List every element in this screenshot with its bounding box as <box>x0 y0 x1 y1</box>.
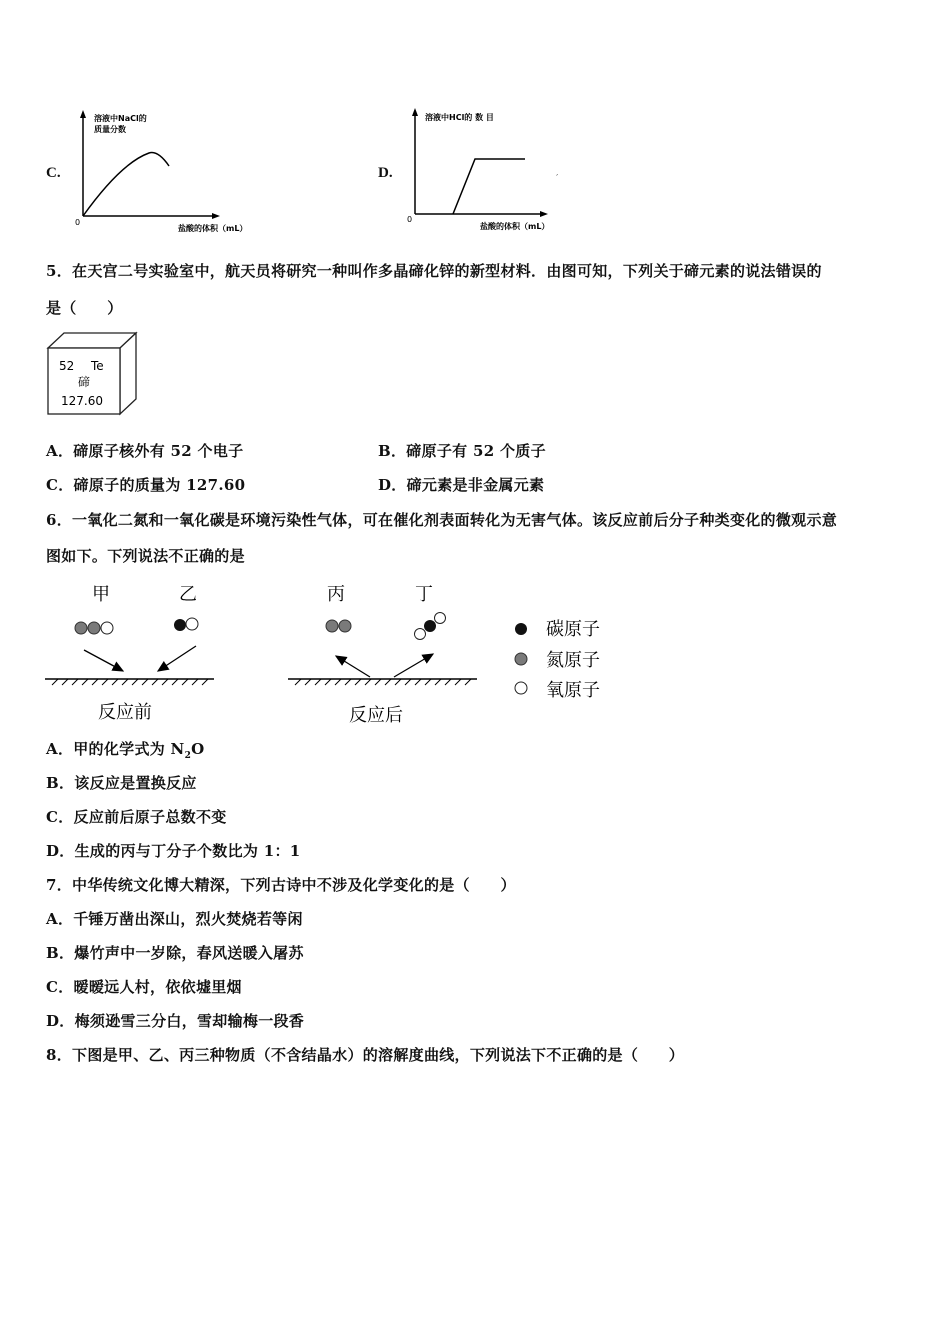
y-label: 溶液中HCl的 数 目 <box>425 113 494 122</box>
y-label-line1: 溶液中NaCl的 <box>94 114 147 123</box>
y-label-line2: 质量分数 <box>94 125 126 134</box>
q5-option-b[interactable]: B．碲原子有 52 个质子 <box>378 442 546 460</box>
legend-carbon-swatch <box>515 623 527 635</box>
q7-option-c[interactable]: C．暧暧远人村，依依墟里烟 <box>46 978 242 996</box>
q6-option-a[interactable]: A．甲的化学式为 $N_2O$ <box>46 740 205 761</box>
q7-stem: 7．中华传统文化博大精深，下列古诗中不涉及化学变化的是（ ） <box>46 876 516 894</box>
q6-option-b[interactable]: B．该反应是置换反应 <box>46 774 197 792</box>
q4-option-d-letter[interactable]: D. <box>378 165 393 181</box>
label-before: 反应前 <box>98 702 152 723</box>
q5-option-d[interactable]: D．碲元素是非金属元素 <box>378 476 545 494</box>
hcl-count-line <box>453 159 525 214</box>
origin-label: 0 <box>75 218 81 227</box>
q5-option-c[interactable]: C．碲原子的质量为 127.60 <box>46 476 246 494</box>
q7-option-b[interactable]: B．爆竹声中一岁除，春风送暖入屠苏 <box>46 944 304 962</box>
legend-nitrogen-swatch <box>515 653 527 665</box>
q7-option-d[interactable]: D．梅须逊雪三分白，雪却输梅一段香 <box>46 1012 305 1030</box>
reaction-micro-diagram <box>40 575 640 730</box>
legend-carbon-label: 碳原子 <box>546 619 600 640</box>
x-label: 盐酸的体积（mL） <box>480 222 550 231</box>
label-bing: 丙 <box>327 584 345 605</box>
arrow-in-left <box>84 650 123 671</box>
q5-stem-line2: 是（ ） <box>46 299 123 317</box>
arrow-in-right <box>158 646 196 671</box>
molecule-jia <box>75 622 113 634</box>
y-axis-arrow <box>412 108 418 116</box>
q6-stem-line1: 6．一氧化二氮和一氧化碳是环境污染性气体，可在催化剂表面转化为无害气体。该反应前后分子种类变化的微观示意 <box>46 511 838 529</box>
catalyst-surface-after <box>288 679 477 685</box>
tellurium-element-card <box>44 328 140 420</box>
arrow-out-right <box>394 654 433 677</box>
x-axis-arrow <box>540 211 548 217</box>
catalyst-surface-before <box>45 679 214 685</box>
label-yi: 乙 <box>179 584 197 605</box>
q4-option-c-graph <box>66 108 248 236</box>
atomic-number: 52 <box>59 359 75 373</box>
q5-option-a[interactable]: A．碲原子核外有 52 个电子 <box>46 442 244 460</box>
molecule-ding <box>415 613 446 640</box>
molecule-bing <box>326 620 351 632</box>
q5-stem-line1: 5．在天宫二号实验室中，航天员将研究一种叫作多晶碲化锌的新型材料．由图可知，下列关于碲元素的说法错误的 <box>46 262 822 280</box>
q8-stem: 8．下图是甲、乙、丙三种物质（不含结晶水）的溶解度曲线，下列说法下不正确的是（ ） <box>46 1046 685 1064</box>
label-jia: 甲 <box>92 584 110 605</box>
q6-stem-line2: 图如下。下列说法不正确的是 <box>46 547 245 565</box>
molecule-yi <box>174 618 198 631</box>
legend <box>515 619 600 701</box>
q7-option-a[interactable]: A．千锤万凿出深山，烈火焚烧若等闲 <box>46 910 303 928</box>
x-axis-arrow <box>212 213 220 219</box>
element-name: 碲 <box>78 375 91 389</box>
stray-mark: ˊ <box>555 174 559 182</box>
origin-label: 0 <box>407 215 413 224</box>
x-label: 盐酸的体积（mL） <box>178 224 248 233</box>
q6-option-c[interactable]: C．反应前后原子总数不变 <box>46 808 227 826</box>
atomic-mass: 127.60 <box>61 394 103 408</box>
nacl-mass-fraction-curve <box>83 153 169 216</box>
arrow-out-left <box>336 656 370 677</box>
label-after: 反应后 <box>349 705 403 726</box>
q4-option-c-letter[interactable]: C. <box>46 165 61 181</box>
q4-option-d-graph <box>398 104 568 236</box>
q6-option-d[interactable]: D．生成的丙与丁分子个数比为 1：1 <box>46 842 301 860</box>
element-symbol: Te <box>91 359 104 373</box>
legend-oxygen-label: 氧原子 <box>546 680 600 701</box>
y-axis-arrow <box>80 110 86 118</box>
legend-oxygen-swatch <box>515 682 527 694</box>
label-ding: 丁 <box>415 584 433 605</box>
legend-nitrogen-label: 氮原子 <box>546 650 600 671</box>
